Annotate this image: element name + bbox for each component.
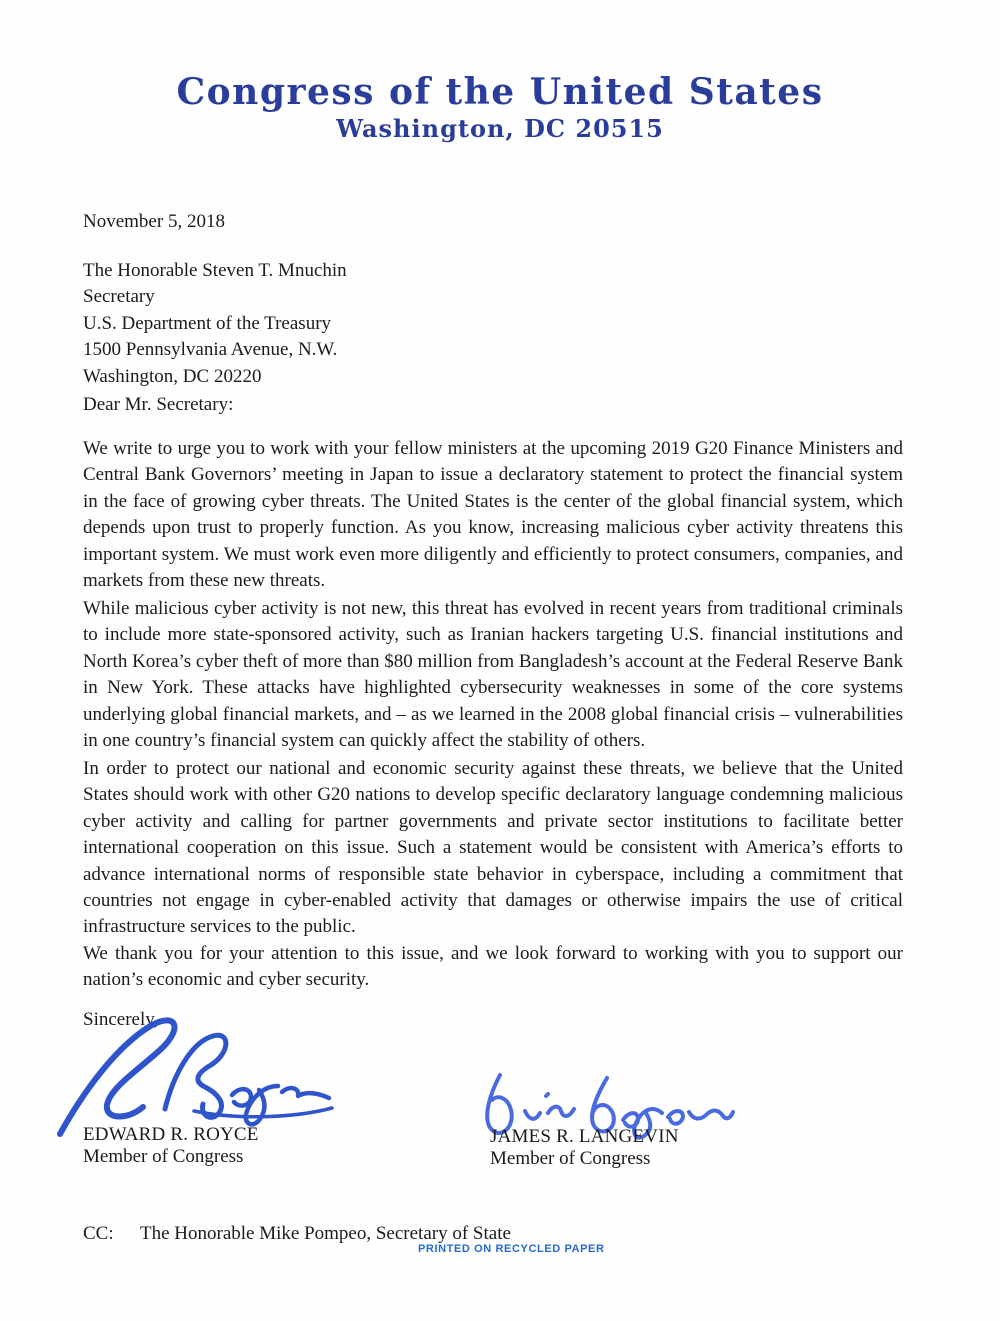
signer-title-langevin: Member of Congress	[490, 1148, 651, 1169]
letterhead-title: Congress of the United States	[176, 71, 824, 113]
paragraph-3: In order to protect our national and economic security against these threats, we believe that the United States should work with other G20 nations to develop specific declaratory language condemning malicious cyber activity and calling for partner governments and private sector institutions to facilitate better international cooperation on this issue. Such a statement would be consistent with America’s efforts to advance international norms of responsible state behavior in cyberspace, including a commitment that countries not engage in cyber-enabled activity that damages or otherwise impairs the use of critical infrastructure services to the public.	[83, 758, 903, 938]
cc-label: CC:	[83, 1223, 114, 1244]
signer-title-royce: Member of Congress	[83, 1146, 244, 1167]
closing: Sincerely,	[83, 1009, 159, 1030]
paragraph-4: We thank you for your attention to this issue, and we look forward to working with you to support our nation’s economic and cyber security.	[83, 943, 903, 991]
recipient-street: 1500 Pennsylvania Avenue, N.W.	[83, 339, 338, 361]
royce-signature	[52, 1012, 337, 1140]
recipient-address	[83, 258, 903, 390]
letter-date: November 5, 2018	[83, 211, 225, 232]
signature-block-langevin	[490, 1126, 679, 1170]
paragraph-2: While malicious cyber activity is not new, this threat has evolved in recent years from traditional criminals to include more state-sponsored activity, such as Iranian hackers targeting U.S. financial institutions and North Korea’s cyber theft of more than $80 million from Bangladesh’s account at the Federal Reserve Bank in New York. These attacks have highlighted cybersecurity weaknesses in some of the core systems underlying global financial markets, and – as we learned in the 2008 global financial crisis – vulnerabilities in one country’s financial system can quickly affect the stability of others.	[83, 598, 903, 752]
salutation: Dear Mr. Secretary:	[83, 394, 234, 415]
letterhead-address: Washington, DC 20515	[336, 114, 664, 143]
recipient-city: Washington, DC 20220	[83, 365, 262, 387]
letterhead	[0, 72, 1000, 144]
recipient-name: The Honorable Steven T. Mnuchin	[83, 260, 347, 281]
recipient-org: U.S. Department of the Treasury	[83, 312, 332, 334]
signature-block-royce	[83, 1124, 259, 1168]
cc-text: The Honorable Mike Pompeo, Secretary of State	[140, 1223, 511, 1244]
paragraph-1: We write to urge you to work with your fellow ministers at the upcoming 2019 G20 Finance Ministers and Central Bank Governors’ meeting in Japan to issue a declaratory statement to protect the financial system in the face of growing cyber threats. The United States is the center of the global financial system, which depends upon trust to properly function. As you know, increasing malicious cyber activity threatens this important system. We must work even more diligently and efficiently to protect consumers, companies, and markets from these new threats.	[83, 438, 903, 592]
signer-name-langevin: JAMES R. LANGEVIN	[490, 1126, 679, 1147]
recycled-paper-note: PRINTED ON RECYCLED PAPER	[418, 1243, 605, 1255]
signer-name-royce: EDWARD R. ROYCE	[83, 1124, 259, 1145]
recipient-title: Secretary	[83, 286, 155, 308]
